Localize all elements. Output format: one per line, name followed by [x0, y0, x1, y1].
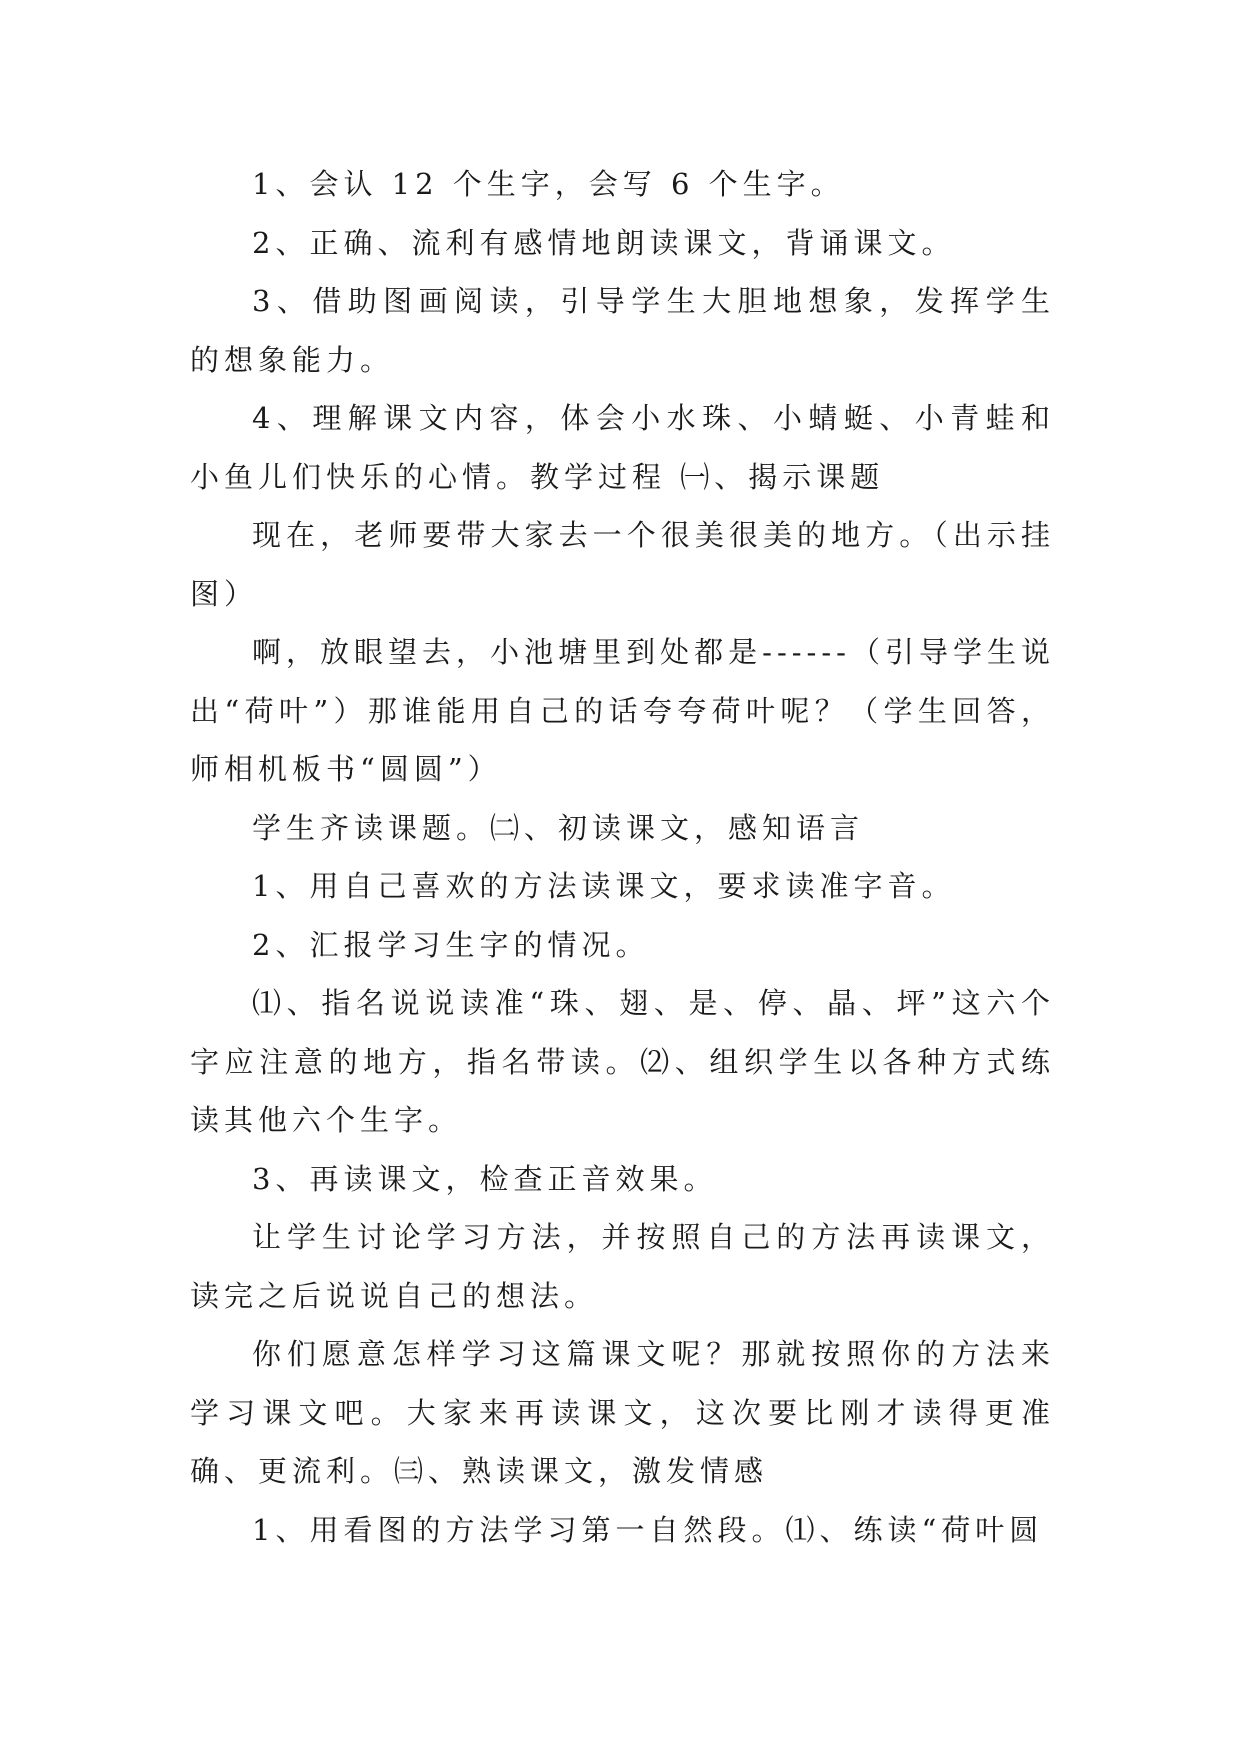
step-3-paragraph: 3、再读课文，检查正音效果。 [252, 1161, 718, 1196]
objective-2: 2、正确、流利有感情地朗读课文，背诵课文。 [252, 225, 956, 260]
pond-paragraph: 啊，放眼望去，小池塘里到处都是------（引导学生说出“荷叶”）那谁能用自己的话夸夸荷叶呢？（学生回答，师相机板书“圆圆”） [190, 635, 1055, 786]
first-section-paragraph: 1、用看图的方法学习第一自然段。⑴、练读“荷叶圆 [252, 1512, 1044, 1547]
read-title-paragraph: 学生齐读课题。㈡、初读课文，感知语言 [252, 810, 865, 845]
step-1-paragraph: 1、用自己喜欢的方法读课文，要求读准字音。 [252, 869, 956, 903]
objective-4: 4、理解课文内容，体会小水珠、小蜻蜓、小青蛙和小鱼儿们快乐的心情。教学过程 ㈠、揭示课题 [190, 401, 1055, 494]
document-body [190, 155, 1055, 1559]
objective-1: 1、会认 12 个生字，会写 6 个生字。 [252, 167, 845, 201]
reread-paragraph: 你们愿意怎样学习这篇课文呢？那就按照你的方法来学习课文吧。大家来再读课文，这次要比刚才读得更准确、更流利。㈢、熟读课文，激发情感 [190, 1337, 1055, 1488]
step-2-paragraph: 2、汇报学习生字的情况。 [252, 927, 650, 962]
discussion-paragraph: 让学生讨论学习方法，并按照自己的方法再读课文，读完之后说说自己的想法。 [190, 1220, 1055, 1313]
new-characters-paragraph: ⑴、指名说说读准“珠、翅、是、停、晶、坪”这六个字应注意的地方，指名带读。⑵、组织学生以各种方式练读其他六个生字。 [190, 986, 1055, 1137]
objective-3: 3、借助图画阅读，引导学生大胆地想象，发挥学生的想象能力。 [190, 284, 1055, 377]
intro-paragraph: 现在，老师要带大家去一个很美很美的地方。（出示挂图） [190, 518, 1055, 611]
